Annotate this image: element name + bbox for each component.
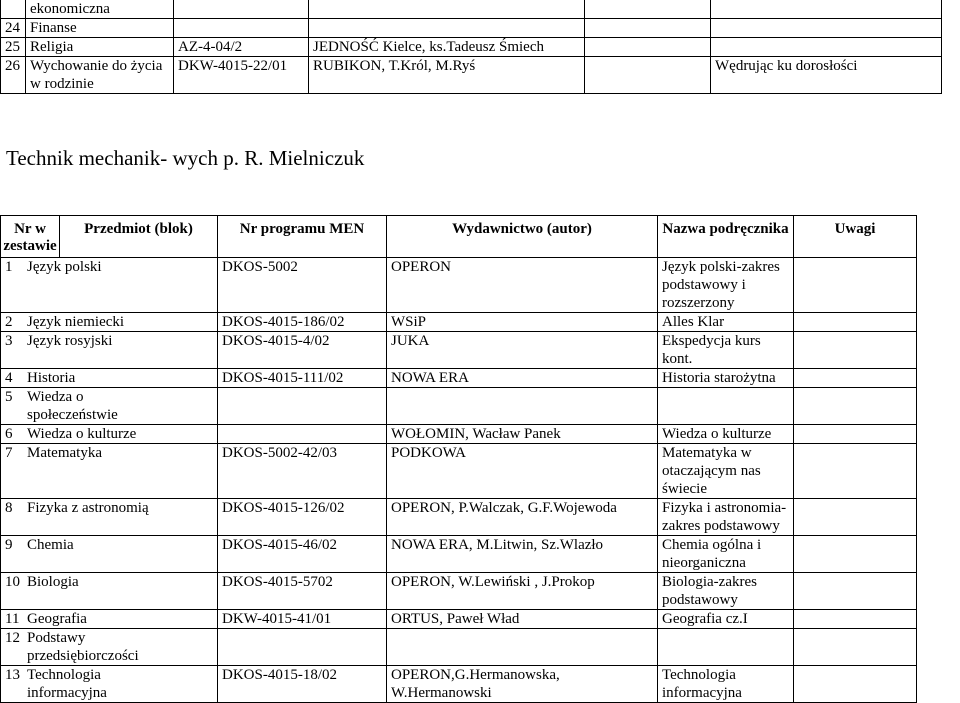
cell-subject: Finanse [26,19,174,38]
cell-program: DKOS-4015-186/02 [218,313,387,332]
cell-textbook: Geografia cz.I [658,610,794,629]
cell-subject [1,499,218,536]
subject-name: Matematyka [27,445,102,461]
subject-name: Język niemiecki [27,314,125,330]
table-row [1,425,917,444]
cell-nr: 26 [1,57,26,94]
cell-notes [711,19,942,38]
cell-subject [1,629,218,666]
cell-notes [794,666,917,703]
cell-subject: Wychowanie do życia w rodzinie [26,57,174,94]
cell-textbook [658,388,794,425]
table-row [1,610,917,629]
cell-notes [794,388,917,425]
subject-name: Technologia informacyjna [27,667,107,701]
header-publisher: Wydawnictwo (autor) [387,216,658,258]
cell-nr [1,0,26,19]
cell-program: DKOS-5002-42/03 [218,444,387,499]
row-number: 7 [5,445,13,461]
cell-publisher: RUBIKON, T.Król, M.Ryś [309,57,585,94]
table-header-row [1,216,917,258]
table-row [1,444,917,499]
subject-name: Fizyka z astronomią [27,500,149,516]
table-row [1,573,917,610]
subject-name: Podstawy przedsiębiorczości [27,630,139,664]
cell-program [218,629,387,666]
cell-subject [1,369,218,388]
row-number: 3 [5,333,13,349]
cell-subject [1,258,218,313]
cell-nr: 25 [1,38,26,57]
row-number: 2 [5,314,13,330]
cell-program [174,19,309,38]
cell-textbook [585,0,711,19]
header-notes: Uwagi [794,216,917,258]
cell-publisher: NOWA ERA, M.Litwin, Sz.Wlazło [387,536,658,573]
cell-nr: 24 [1,19,26,38]
cell-program [218,388,387,425]
cell-notes [794,313,917,332]
row-number: 10 [5,574,20,590]
row-number: 1 [5,259,13,275]
cell-textbook: Wiedza o kulturze [658,425,794,444]
cell-publisher: ORTUS, Paweł Wład [387,610,658,629]
cell-program: DKOS-4015-111/02 [218,369,387,388]
row-number: 4 [5,370,13,386]
cell-publisher [309,0,585,19]
header-textbook: Nazwa podręcznika [658,216,794,258]
cell-subject [1,666,218,703]
cell-notes [794,444,917,499]
cell-notes [794,369,917,388]
cell-publisher: OPERON [387,258,658,313]
cell-subject [1,573,218,610]
cell-program: DKOS-4015-18/02 [218,666,387,703]
cell-publisher [387,388,658,425]
cell-notes [711,0,942,19]
subject-name: Język rosyjski [27,333,113,349]
textbook-table [0,215,917,703]
cell-publisher: PODKOWA [387,444,658,499]
cell-subject [1,444,218,499]
cell-publisher: JUKA [387,332,658,369]
cell-program: DKOS-4015-4/02 [218,332,387,369]
cell-notes [794,536,917,573]
table-row [1,0,942,19]
subject-name: Język polski [27,259,102,275]
row-number: 8 [5,500,13,516]
cell-program: DKOS-5002 [218,258,387,313]
cell-textbook: Język polski-zakres podstawowy i rozszerzony [658,258,794,313]
table-row [1,313,917,332]
row-number: 11 [5,611,20,627]
cell-subject [1,313,218,332]
table-row [1,19,942,38]
cell-textbook: Technologia informacyjna [658,666,794,703]
table-row [1,258,917,313]
section-title: Technik mechanik- wych p. R. Mielniczuk [6,146,365,170]
row-number: 5 [5,389,13,405]
table-row [1,536,917,573]
table-row [1,38,942,57]
cell-program: DKOS-4015-126/02 [218,499,387,536]
cell-textbook [585,57,711,94]
table-row [1,629,917,666]
header-subject: Przedmiot (blok) [60,216,218,258]
cell-textbook: Ekspedycja kurs kont. [658,332,794,369]
cell-publisher [309,19,585,38]
cell-publisher: OPERON,G.Hermanowska, W.Hermanowski [387,666,658,703]
header-program: Nr programu MEN [218,216,387,258]
cell-subject [1,388,218,425]
table-row [1,332,917,369]
cell-notes: Wędrując ku dorosłości [711,57,942,94]
continued-textbook-table [0,0,942,94]
row-number: 12 [5,630,20,646]
table-row [1,369,917,388]
row-number: 6 [5,426,13,442]
subject-name: Biologia [27,574,79,590]
cell-publisher: NOWA ERA [387,369,658,388]
cell-publisher: JEDNOŚĆ Kielce, ks.Tadeusz Śmiech [309,38,585,57]
table-row [1,666,917,703]
cell-subject [1,536,218,573]
table-row [1,388,917,425]
table-row [1,499,917,536]
subject-name: Wiedza o społeczeństwie [27,389,118,423]
header-nr: Nr w zestawie [1,216,60,258]
cell-notes [794,258,917,313]
cell-notes [794,610,917,629]
cell-notes [794,425,917,444]
cell-publisher: OPERON, P.Walczak, G.F.Wojewoda [387,499,658,536]
cell-notes [711,38,942,57]
cell-notes [794,499,917,536]
subject-name: Wiedza o kulturze [27,426,137,442]
cell-subject [1,610,218,629]
cell-publisher: OPERON, W.Lewiński , J.Prokop [387,573,658,610]
cell-publisher: WSiP [387,313,658,332]
cell-notes [794,332,917,369]
subject-name: Chemia [27,537,74,553]
cell-subject: ekonomiczna [26,0,174,19]
cell-subject [1,332,218,369]
cell-textbook [585,19,711,38]
cell-publisher [387,629,658,666]
cell-textbook: Matematyka w otaczającym nas świecie [658,444,794,499]
row-number: 9 [5,537,13,553]
cell-textbook: Alles Klar [658,313,794,332]
cell-program: DKW-4015-22/01 [174,57,309,94]
cell-program: AZ-4-04/2 [174,38,309,57]
cell-program: DKW-4015-41/01 [218,610,387,629]
cell-textbook [585,38,711,57]
cell-program [174,0,309,19]
cell-notes [794,573,917,610]
cell-textbook: Fizyka i astronomia-zakres podstawowy [658,499,794,536]
cell-textbook: Historia starożytna [658,369,794,388]
subject-name: Historia [27,370,76,386]
cell-subject [1,425,218,444]
cell-notes [794,629,917,666]
cell-textbook [658,629,794,666]
cell-textbook: Chemia ogólna i nieorganiczna [658,536,794,573]
cell-program: DKOS-4015-5702 [218,573,387,610]
cell-subject: Religia [26,38,174,57]
cell-program [218,425,387,444]
subject-name: Geografia [27,611,87,627]
cell-publisher: WOŁOMIN, Wacław Panek [387,425,658,444]
cell-program: DKOS-4015-46/02 [218,536,387,573]
row-number: 13 [5,667,20,683]
cell-textbook: Biologia-zakres podstawowy [658,573,794,610]
table-row [1,57,942,94]
